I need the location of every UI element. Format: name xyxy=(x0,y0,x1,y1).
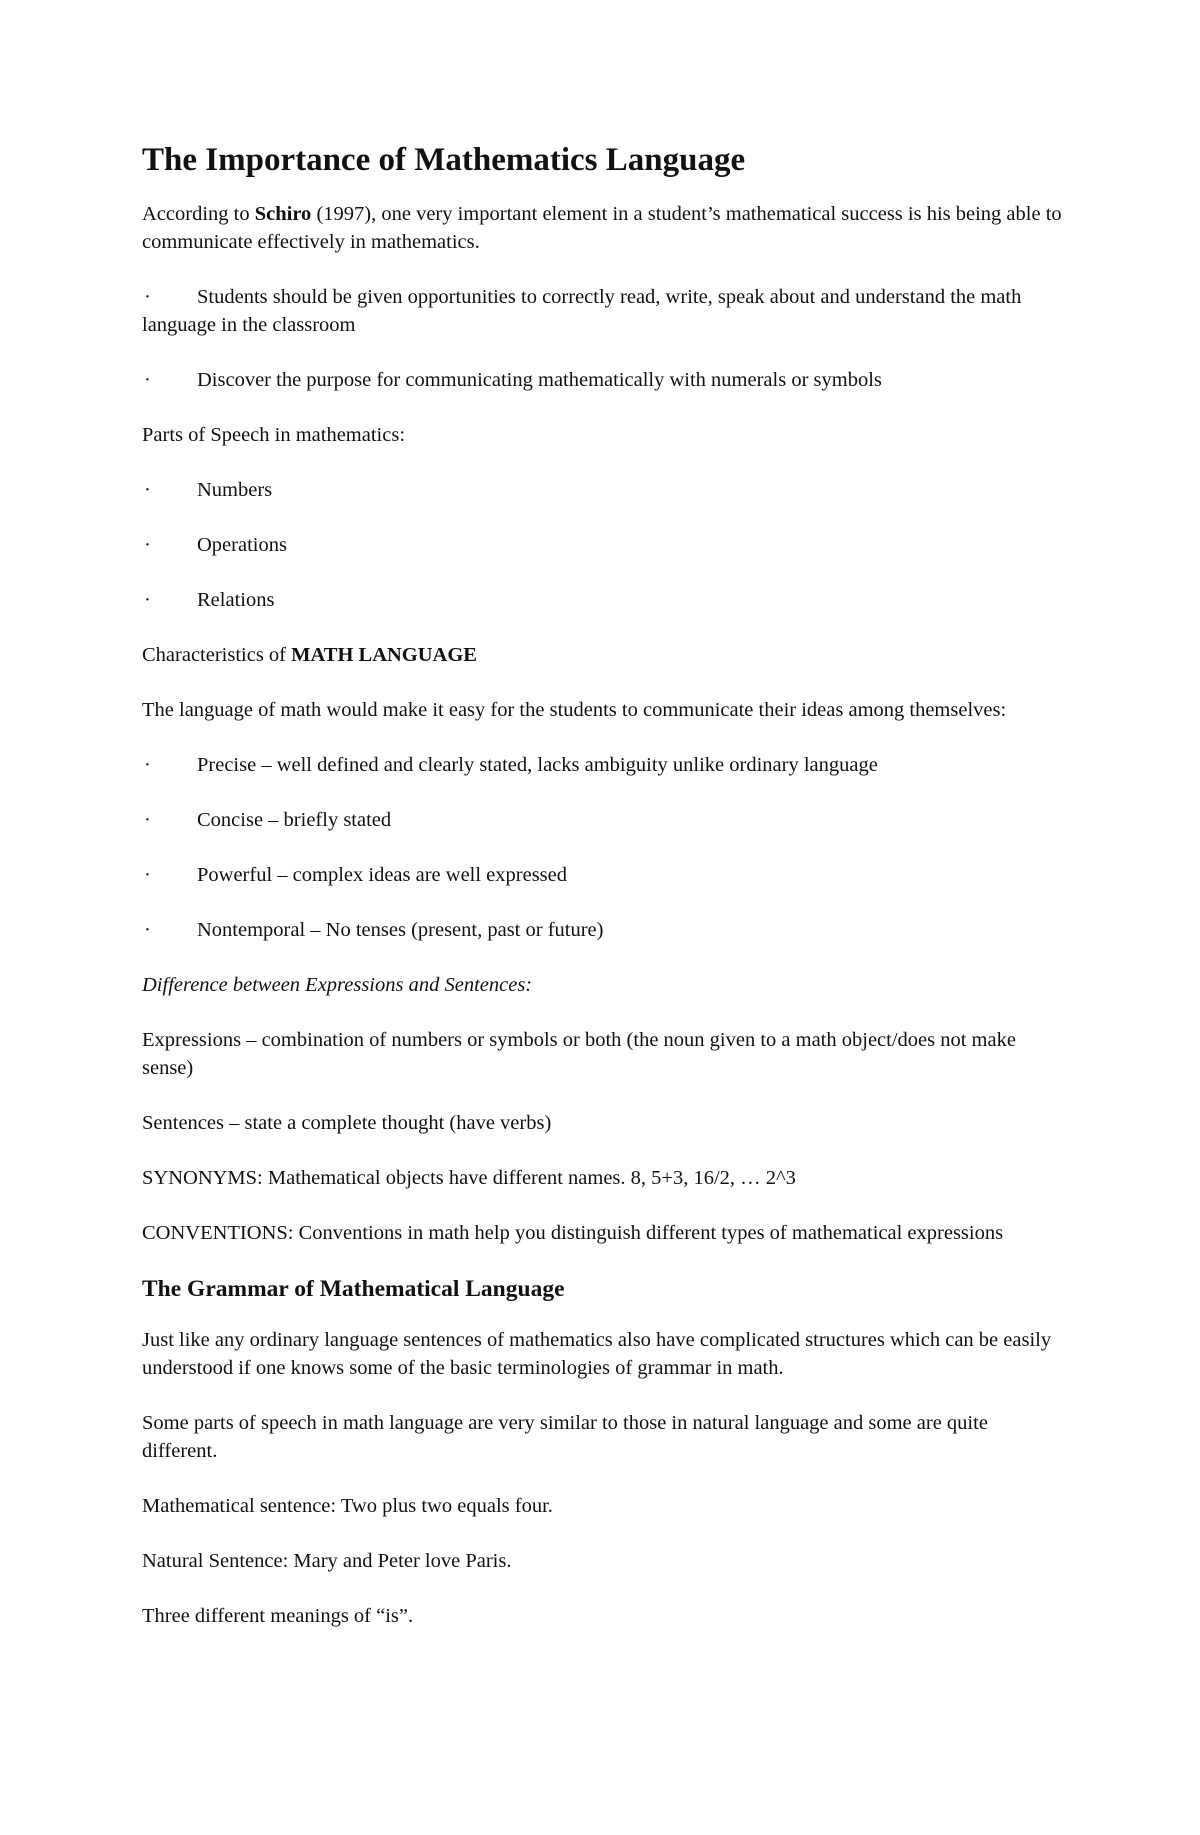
math-sentence-example: Mathematical sentence: Two plus two equals four. xyxy=(142,1495,553,1517)
list-item xyxy=(142,476,1062,504)
synonyms-paragraph: SYNONYMS: Mathematical objects have different names. 8, 5+3, 16/2, … 2^3 xyxy=(142,1167,796,1189)
parts-heading: Parts of Speech in mathematics: xyxy=(142,424,406,446)
list-item xyxy=(142,531,1062,559)
grammar-paragraph-2: Some parts of speech in math language are very similar to those in natural language and some are quite different. xyxy=(142,1412,988,1462)
three-meanings-line: Three different meanings of “is”. xyxy=(142,1605,414,1627)
list-item-text: Relations xyxy=(197,589,275,611)
bullet-icon: · xyxy=(144,919,151,941)
page-title: The Importance of Mathematics Language xyxy=(142,142,746,178)
bullet-icon: · xyxy=(144,369,151,391)
intro-paragraph xyxy=(142,200,1062,256)
list-item-text: Discover the purpose for communicating mathematically with numerals or symbols xyxy=(197,369,882,391)
bullet-icon: · xyxy=(144,864,151,886)
list-item-text: Nontemporal – No tenses (present, past or future) xyxy=(197,919,604,941)
difference-heading: Difference between Expressions and Sentences: xyxy=(142,974,533,996)
characteristics-heading xyxy=(142,641,1062,669)
list-item-text: Operations xyxy=(197,534,287,556)
conventions-paragraph: CONVENTIONS: Conventions in math help you distinguish different types of mathematical expressions xyxy=(142,1222,1004,1244)
intro-post: (1997), one very important element in a student’s mathematical success is his being able to communicate effectively in mathematics. xyxy=(142,203,1062,253)
bullet-icon: · xyxy=(144,589,151,611)
list-item xyxy=(142,916,1062,944)
grammar-section-title: The Grammar of Mathematical Language xyxy=(142,1276,565,1302)
characteristics-bold: MATH LANGUAGE xyxy=(291,644,477,666)
intro-author: Schiro xyxy=(254,203,312,225)
intro-pre: According to xyxy=(142,203,255,225)
bullet-icon: · xyxy=(144,809,151,831)
list-item-text: Students should be given opportunities to correctly read, write, speak about and understand the math language in the classroom xyxy=(142,286,1022,336)
list-item-text: Powerful – complex ideas are well expressed xyxy=(197,864,568,886)
list-item xyxy=(142,751,1062,779)
list-item xyxy=(142,586,1062,614)
sentences-definition: Sentences – state a complete thought (have verbs) xyxy=(142,1112,552,1134)
natural-sentence-example: Natural Sentence: Mary and Peter love Paris. xyxy=(142,1550,512,1572)
grammar-paragraph-1: Just like any ordinary language sentences of mathematics also have complicated structures which can be easily understood if one knows some of the basic terminologies of grammar in math. xyxy=(142,1329,1052,1379)
bullet-icon: · xyxy=(144,754,151,776)
list-item-text: Concise – briefly stated xyxy=(197,809,392,831)
list-item xyxy=(142,283,1062,339)
bullet-icon: · xyxy=(144,534,151,556)
list-item xyxy=(142,861,1062,889)
characteristics-pre: Characteristics of xyxy=(142,644,292,666)
list-item-text: Numbers xyxy=(197,479,273,501)
bullet-icon: · xyxy=(144,286,151,308)
bullet-icon: · xyxy=(144,479,151,501)
list-item xyxy=(142,806,1062,834)
document-page xyxy=(142,140,1062,1657)
expressions-definition: Expressions – combination of numbers or symbols or both (the noun given to a math object/does not make sense) xyxy=(142,1029,1016,1079)
language-intro: The language of math would make it easy for the students to communicate their ideas among themselves: xyxy=(142,699,1007,721)
list-item xyxy=(142,366,1062,394)
list-item-text: Precise – well defined and clearly stated, lacks ambiguity unlike ordinary language xyxy=(197,754,878,776)
